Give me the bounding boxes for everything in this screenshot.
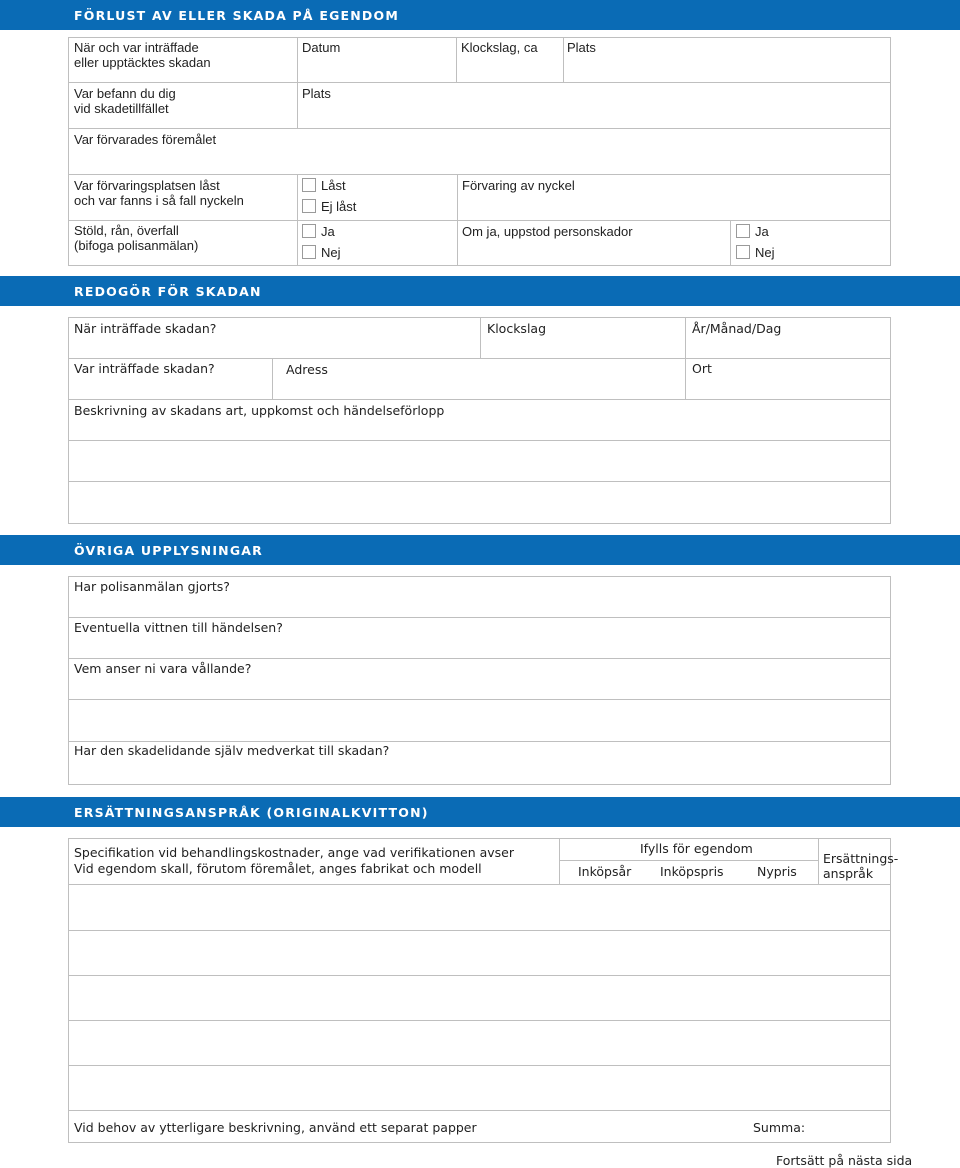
time-field[interactable] (457, 54, 563, 82)
label-injuries-no: Nej (755, 245, 775, 260)
storage-field[interactable] (69, 148, 890, 174)
description-field[interactable] (69, 419, 890, 523)
section-band-loss (0, 0, 960, 30)
label-theft-1: Stöld, rån, överfall (74, 223, 179, 238)
claim-row-3[interactable] (69, 976, 890, 1020)
label-liable: Vem anser ni vara vållande? (74, 661, 252, 676)
label-witnesses: Eventuella vittnen till händelsen? (74, 620, 283, 635)
label-when-where-1: När och var inträffade (74, 40, 199, 55)
date-field-2[interactable] (686, 336, 890, 358)
section-band-other (0, 535, 960, 565)
place-field[interactable] (564, 54, 890, 82)
label-claim-1: Ersättnings- (823, 851, 899, 866)
section-title-loss: FÖRLUST AV ELLER SKADA PÅ EGENDOM (74, 8, 399, 23)
label-key-storage: Förvaring av nyckel (462, 178, 575, 193)
label-theft-2: (bifoga polisanmälan) (74, 238, 199, 253)
contributed-field[interactable] (69, 760, 890, 784)
checkbox-locked[interactable] (302, 178, 316, 192)
label-spec-1: Specifikation vid behandlingskostnader, ange vad verifikationen avser (74, 845, 515, 860)
label-theft-no: Nej (321, 245, 341, 260)
checkbox-theft-yes[interactable] (302, 224, 316, 238)
claim-row-2[interactable] (69, 931, 890, 975)
address-field[interactable] (273, 377, 685, 399)
checkbox-injuries-no[interactable] (736, 245, 750, 259)
col-purchase-year: Inköpsår (578, 864, 632, 879)
date-field[interactable] (298, 54, 456, 82)
section-band-claims (0, 797, 960, 827)
label-locked: Låst (321, 178, 346, 193)
label-fill-property: Ifylls för egendom (640, 841, 753, 856)
label-police: Har polisanmälan gjorts? (74, 579, 230, 594)
label-time-approx: Klockslag, ca (461, 40, 538, 55)
claim-row-5[interactable] (69, 1066, 890, 1110)
label-theft-yes: Ja (321, 224, 335, 239)
label-injuries: Om ja, uppstod personskador (462, 224, 633, 239)
footer-continue: Fortsätt på nästa sida (776, 1153, 913, 1168)
label-address: Adress (286, 362, 328, 377)
col-purchase-price: Inköpspris (660, 864, 724, 879)
label-when-damage: När inträffade skadan? (74, 321, 217, 336)
label-place-2: Plats (302, 86, 331, 101)
label-spec-2: Vid egendom skall, förutom föremålet, anges fabrikat och modell (74, 861, 482, 876)
label-where-you-1: Var befann du dig (74, 86, 176, 101)
checkbox-injuries-yes[interactable] (736, 224, 750, 238)
city-field[interactable] (686, 377, 890, 399)
col-new-price: Nypris (757, 864, 797, 879)
label-city: Ort (692, 361, 712, 376)
key-storage-field[interactable] (458, 194, 890, 220)
checkbox-theft-no[interactable] (302, 245, 316, 259)
label-note: Vid behov av ytterligare beskrivning, använd ett separat papper (74, 1120, 477, 1135)
witnesses-field[interactable] (69, 636, 890, 658)
label-not-locked: Ej låst (321, 199, 357, 214)
label-date: Datum (302, 40, 341, 55)
label-description: Beskrivning av skadans art, uppkomst och händelseförlopp (74, 403, 445, 418)
section-title-account: REDOGÖR FÖR SKADAN (74, 284, 262, 299)
liable-field[interactable] (69, 677, 890, 740)
label-locked-2: och var fanns i så fall nyckeln (74, 193, 244, 208)
label-stored: Var förvarades föremålet (74, 132, 217, 147)
claim-row-1[interactable] (69, 885, 890, 930)
label-when-where-2: eller upptäcktes skadan (74, 55, 211, 70)
location-field[interactable] (298, 100, 890, 128)
label-where-you-2: vid skadetillfället (74, 101, 169, 116)
section-title-claims: ERSÄTTNINGSANSPRÅK (ORIGINALKVITTON) (74, 805, 429, 820)
label-place: Plats (567, 40, 596, 55)
label-sum: Summa: (753, 1120, 806, 1135)
section-band-account (0, 276, 960, 306)
label-claim-2: anspråk (823, 866, 874, 881)
police-field[interactable] (69, 595, 890, 617)
sum-field[interactable] (800, 1111, 890, 1142)
label-contributed: Har den skadelidande själv medverkat till skadan? (74, 743, 390, 758)
claim-row-4[interactable] (69, 1021, 890, 1065)
label-where-damage: Var inträffade skadan? (74, 361, 215, 376)
label-locked-1: Var förvaringsplatsen låst (74, 178, 220, 193)
label-time: Klockslag (487, 321, 547, 336)
section-title-other: ÖVRIGA UPPLYSNINGAR (74, 543, 264, 558)
time-field-2[interactable] (481, 336, 685, 358)
label-ymd: År/Månad/Dag (692, 321, 782, 336)
label-injuries-yes: Ja (755, 224, 769, 239)
checkbox-not-locked[interactable] (302, 199, 316, 213)
